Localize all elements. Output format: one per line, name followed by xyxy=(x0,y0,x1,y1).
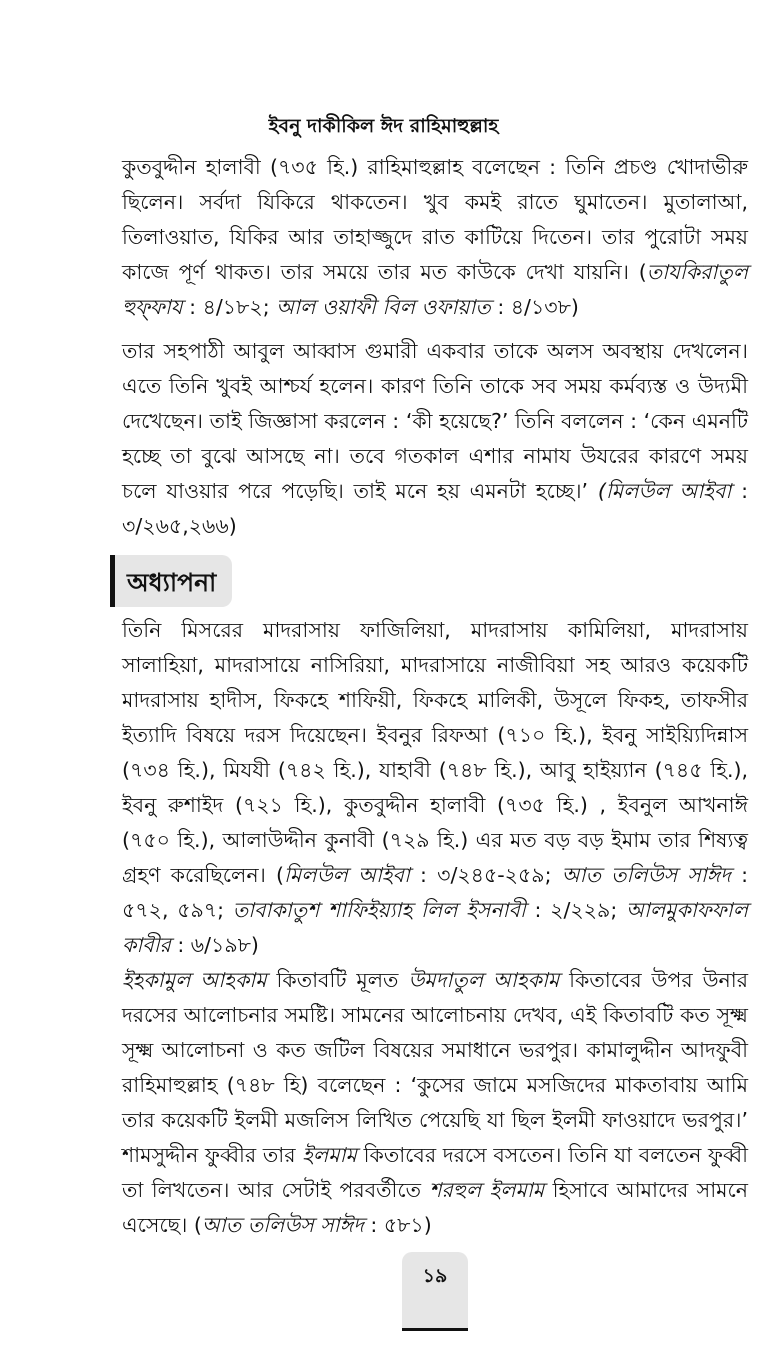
citation-title: মিলউল আইবা xyxy=(605,479,732,503)
citation-ref: : ৫৮১) xyxy=(363,1213,432,1237)
book-title: শরহুল ইলমাম xyxy=(429,1178,545,1202)
paragraph-3-text: তিনি মিসরের মাদরাসায় ফাজিলিয়া, মাদরাসায় কামিলিয়া, মাদরাসায় সালাহিয়া, মাদরাসায়ে নাসিরিয়া, মাদরাসায়ে নাজীবিয়া সহ আরও কয়েকটি মাদরাসায় হাদীস, ফিকহে শাফিয়ী, ফিকহে মালিকী, উসূলে ফিকহ, তাফসীর ইত্যাদি বিষয়ে দরস দিয়েছেন। ইবনুর রিফআ (৭১০ হি.), ইবনু সাইয়্যিদিন্নাস (৭৩৪ হি.), মিযযী (৭৪২ হি.), যাহাবী (৭৪৮ হি.), আবু হাইয়্যান (৭৪৫ হি.), ইবনু রুশাইদ (৭২১ হি.), কুতবুদ্দীন হালাবী (৭৩৫ হি.) , ইবনুল আখনাঈ (৭৫০ হি.), আলাউদ্দীন কুনাবী (৭২৯ হি.) এর মত বড় বড় ইমাম তার শিষ্যত্ব গ্রহণ করেছিলেন। ( xyxy=(122,618,748,887)
citation-ref: : ২/২২৯; xyxy=(525,898,626,922)
running-header: ইবনু দাকীকিল ঈদ রাহিমাহুল্লাহ xyxy=(268,115,499,137)
citation-ref: : ৩/২৪৫-২৫৯; xyxy=(409,863,562,887)
citation-open-paren: ( xyxy=(597,479,606,503)
citation-ref: : ৩/২৬৫,২৬৬) xyxy=(122,479,748,538)
paragraph-2 xyxy=(122,334,748,544)
book-title: ইলমাম xyxy=(302,1143,357,1167)
citation-title: তাযকিরাতুল হুফ্ফায xyxy=(122,260,748,319)
paragraph-1-text: কুতবুদ্দীন হালাবী (৭৩৫ হি.) রাহিমাহুল্লাহ বলেছেন : তিনি প্রচণ্ড খোদাভীরু ছিলেন। সর্বদা যিকিরে থাকতেন। খুব কমই রাতে ঘুমাতেন। মুতালাআ, তিলাওয়াত, যিকির আর তাহাজ্জুদে রাত কাটিয়ে দিতেন। তার পুরোটা সময় কাজে পূর্ণ থাকত। তার সময়ে তার মত কাউকে দেখা যায়নি। ( xyxy=(122,155,748,284)
page-number: ১৯ xyxy=(422,1265,448,1287)
book-title: উমদাতুল আহকাম xyxy=(408,968,560,992)
citation-ref: : ৪/১৩৮) xyxy=(490,295,579,319)
citation-title: মিলউল আইবা xyxy=(284,863,410,887)
section-heading-label: অধ্যাপনা xyxy=(127,568,217,597)
paragraph-4-text: কিতাবটি মূলত xyxy=(266,968,409,992)
paragraph-3 xyxy=(122,613,748,963)
paragraph-4 xyxy=(122,963,748,1243)
paragraph-4-text: কিতাবের দরসে বসতেন। তিনি যা বলতেন ফুব্বী তা লিখতেন। আর সেটাই পরবর্তীতে xyxy=(122,1143,748,1202)
paragraph-4-text: হিসাবে আমাদের সামনে এসেছে। ( xyxy=(122,1178,748,1237)
book-title: ইহকামুল আহকাম xyxy=(122,968,267,992)
citation-ref: : ৪/১৮২; xyxy=(182,295,277,319)
citation-title: তাবাকাতুশ শাফিইয়্যাহ লিল ইসনাবী xyxy=(232,898,526,922)
citation-ref: : ৬/১৯৮) xyxy=(170,933,259,957)
citation-title: আত তলিউস সাঈদ xyxy=(561,863,731,887)
paragraph-2-text: তার সহপাঠী আবুল আব্বাস গুমারী একবার তাকে অলস অবস্থায় দেখলেন। এতে তিনি খুবই আশ্চর্য হলেন। কারণ তিনি তাকে সব সময় কর্মব্যস্ত ও উদ্যমী দেখেছেন। তাই জিজ্ঞাসা করলেন : ‘কী হয়েছে?’ তিনি বললেন : ‘কেন এমনটি হচ্ছে তা বুঝে আসছে না। তবে গতকাল এশার নামায উযরের কারণে সময় চলে যাওয়ার পরে পড়েছি। তাই মনে হয় এমনটা হচ্ছে।’ xyxy=(122,339,748,503)
citation-title: আত তলিউস সাঈদ xyxy=(201,1213,364,1237)
page-number-underline xyxy=(402,1328,468,1331)
section-heading xyxy=(110,555,232,607)
citation-ref: : ৫৭২, ৫৯৭; xyxy=(122,863,748,922)
paragraph-4-text: কিতাবের উপর উনার দরসের আলোচনার সমষ্টি। সামনের আলোচনায় দেখব, এই কিতাবটি কত সূক্ষ্ম সূক্ষ্ম আলোচনা ও কত জটিল বিষয়ের সমাধানে ভরপুর। কামালুদ্দীন আদফুবী রাহিমাহুল্লাহ (৭৪৮ হি) বলেছেন : ‘কুসের জামে মসজিদের মাকতাবায় আমি তার কয়েকটি ইলমী মজলিস লিখিত পেয়েছি যা ছিল ইলমী ফাওয়াদে ভরপুর।’ শামসুদ্দীন ফুব্বীর তার xyxy=(122,968,748,1167)
page-number-box xyxy=(402,1252,468,1328)
paragraph-1 xyxy=(122,150,748,325)
citation-title: আল ওয়াফী বিল ওফায়াত xyxy=(276,295,491,319)
citation-title: আলমুকাফফাল কাবীর xyxy=(122,898,748,957)
